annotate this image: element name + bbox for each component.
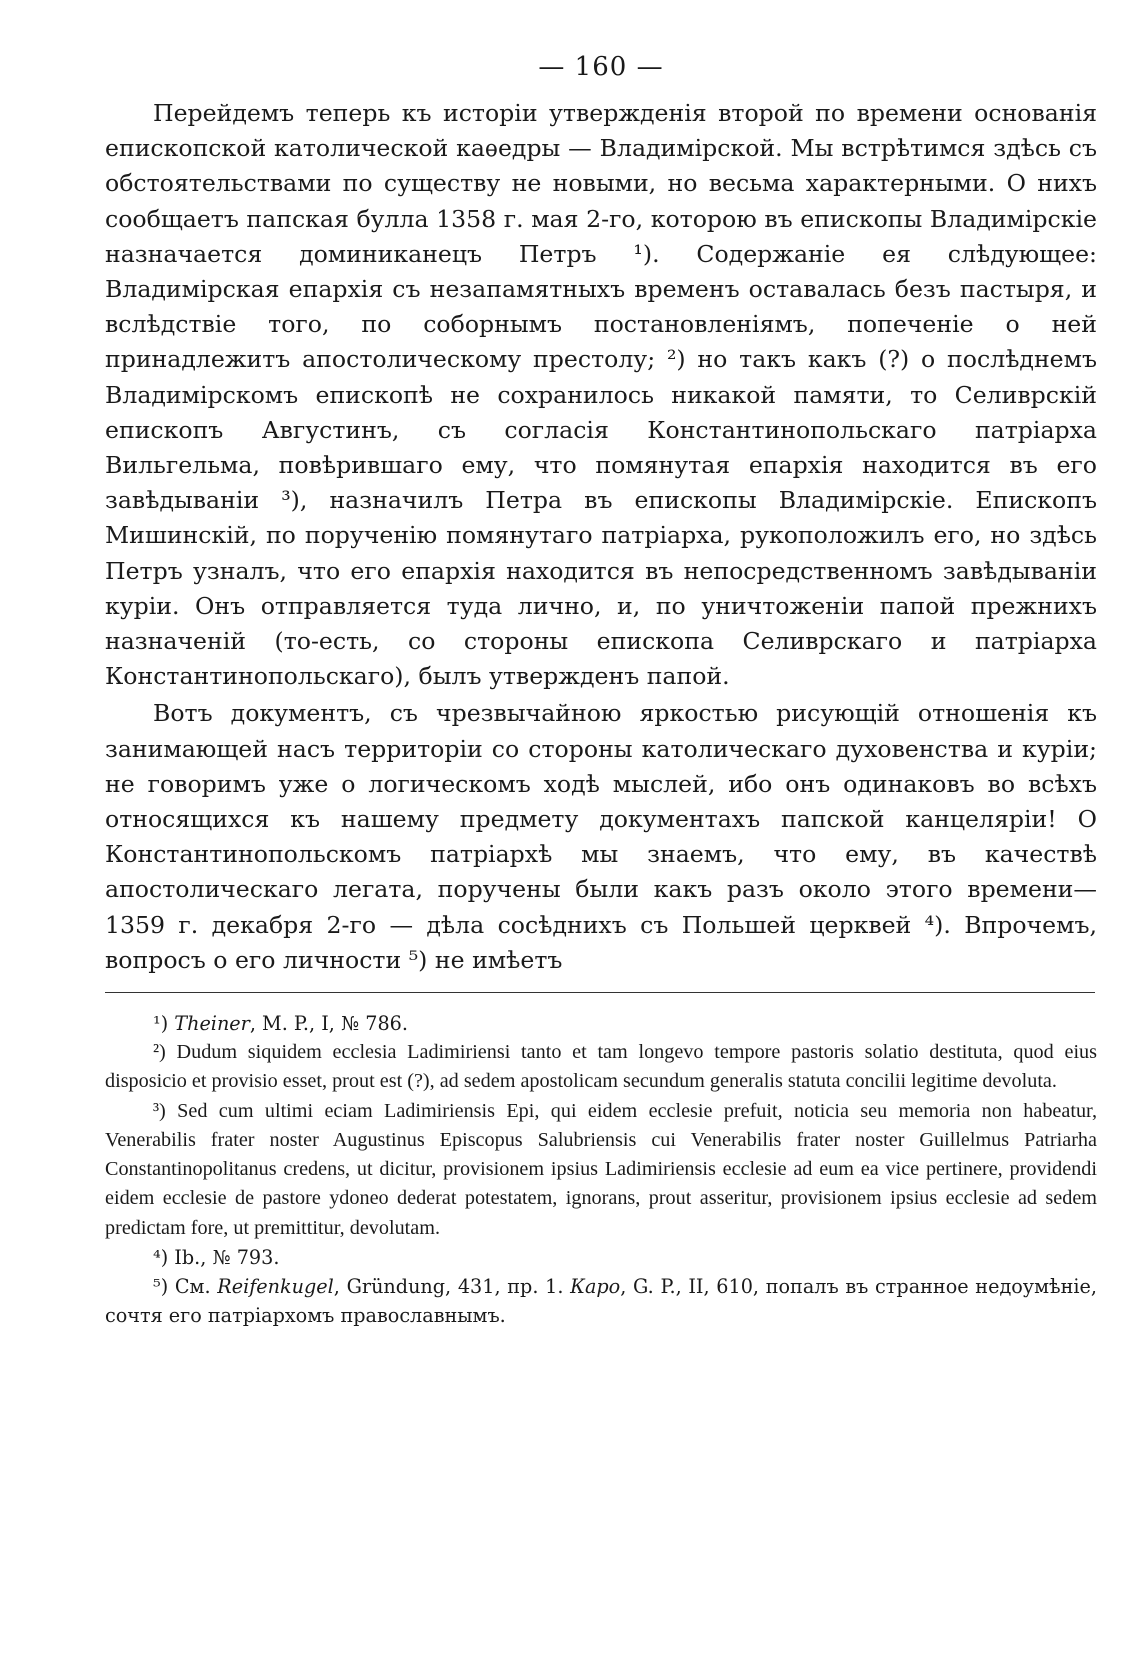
footnote-2-text: Dudum siquidem ecclesia Ladimiriensi tanto et tam longevo tempore pastoris solatio destituta, quod eius disposicio et provisio esset, prout est (?), ad sedem apostolicam secundum generalis statuta concilii legitime devoluta. — [105, 1041, 1097, 1093]
footnote-2 — [105, 1038, 1097, 1096]
footnote-4 — [105, 1243, 1097, 1272]
book-page — [105, 52, 1097, 1330]
footnote-4-text: Ib., № 793. — [174, 1245, 280, 1269]
footnote-3-marker: ³) — [153, 1099, 166, 1122]
footnote-1-text: , M. P., I, № 786. — [249, 1012, 408, 1036]
footnote-2-marker: ²) — [153, 1041, 166, 1064]
footnote-4-marker: ⁴) — [153, 1245, 169, 1269]
paragraph-2: Вотъ документъ, съ чрезвычайною яркостью рисующій отношенія къ занимающей насъ территоріи со стороны католическаго духовенства и куріи; не говоримъ уже о логическомъ ходѣ мыслей, ибо онъ одинаковъ во всѣхъ относящихся къ нашему предмету документахъ папской канцеляріи! О Константинопольскомъ патріархѣ мы знаемъ, что ему, въ качествѣ апостолическаго легата, поручены были какъ разъ около этого времени—1359 г. декабря 2-го — дѣла сосѣднихъ съ Польшей церквей ⁴). Впрочемъ, вопросъ о его личности ⁵) не имѣетъ — [105, 699, 1097, 974]
footnote-5-text-a: См. — [174, 1274, 218, 1298]
footnote-5-author-b: Каро — [570, 1274, 621, 1298]
footnote-divider — [105, 992, 1095, 993]
footnote-3-text: Sed cum ultimi eciam Ladimiriensis Epi, qui eidem ecclesie prefuit, noticia seu memoria non habeatur, Venerabilis frater noster Augustinus Episcopus Salubriensis cui Venerabilis frater noster Guillelmus Patriarha Constantinopolitanus credens, ut dicitur, provisionem ipsius Ladimiriensis ecclesie ad eum ea vice pertinere, providendi eidem ecclesie de pastore ydoneo dederat potestatem, ignorans, prout asseritur, provisionem ipsius ecclesie ad sedem predictam fore, ut premittitur, devolutam. — [105, 1099, 1098, 1239]
footnote-1-marker: ¹) — [153, 1012, 169, 1036]
footnote-3 — [105, 1097, 1097, 1243]
footnote-5-marker: ⁵) — [153, 1274, 169, 1298]
page-number: — 160 — — [538, 52, 664, 82]
footnote-5 — [105, 1272, 1097, 1330]
footnote-5-text-b: , Gründung, 431, пр. 1. — [333, 1274, 571, 1298]
footnote-1-author: Theiner — [174, 1012, 250, 1036]
footnote-5-author-a: Reifenkugel — [217, 1274, 334, 1298]
footnote-1 — [105, 1009, 1097, 1038]
paragraph-1: Перейдемъ теперь къ исторіи утвержденія второй по времени основанія епископской католической каѳедры — Владимірской. Мы встрѣтимся здѣсь съ обстоятельствами по существу не новыми, но весьма характерными. О нихъ сообщаетъ папская булла 1358 г. мая 2-го, которою въ епископы Владимірскіе назначается доминиканецъ Петръ ¹). Содержаніе ея слѣдующее: Владимірская епархія съ незапамятныхъ временъ оставалась безъ пастыря, и вслѣдствіе того, по соборнымъ постановленіямъ, попеченіе о ней принадлежитъ апостолическому престолу; ²) но такъ какъ (?) о послѣднемъ Владимірскомъ епископѣ не сохранилось никакой памяти, то Селиврскій епископъ Августинъ, съ согласія Константинопольскаго патріарха Вильгельма, повѣрившаго ему, что помянутая епархія находится въ его завѣдываніи ³), назначилъ Петра въ епископы Владимірскіе. Епископъ Мишинскій, по порученію помянутаго патріарха, рукоположилъ его, но здѣсь Петръ узналъ, что его епархія находится въ непосредственномъ завѣдываніи куріи. Онъ отправляется туда лично, и, по уничтоженіи папой прежнихъ назначеній (то-есть, со стороны епископа Селиврскаго и патріарха Константинопольскаго), былъ утвержденъ папой. — [105, 99, 1097, 691]
footnote-5-text-c: , G. P., II, 610, попалъ въ странное недоумѣніе, сочтя его патріархомъ православнымъ. — [105, 1274, 1097, 1328]
